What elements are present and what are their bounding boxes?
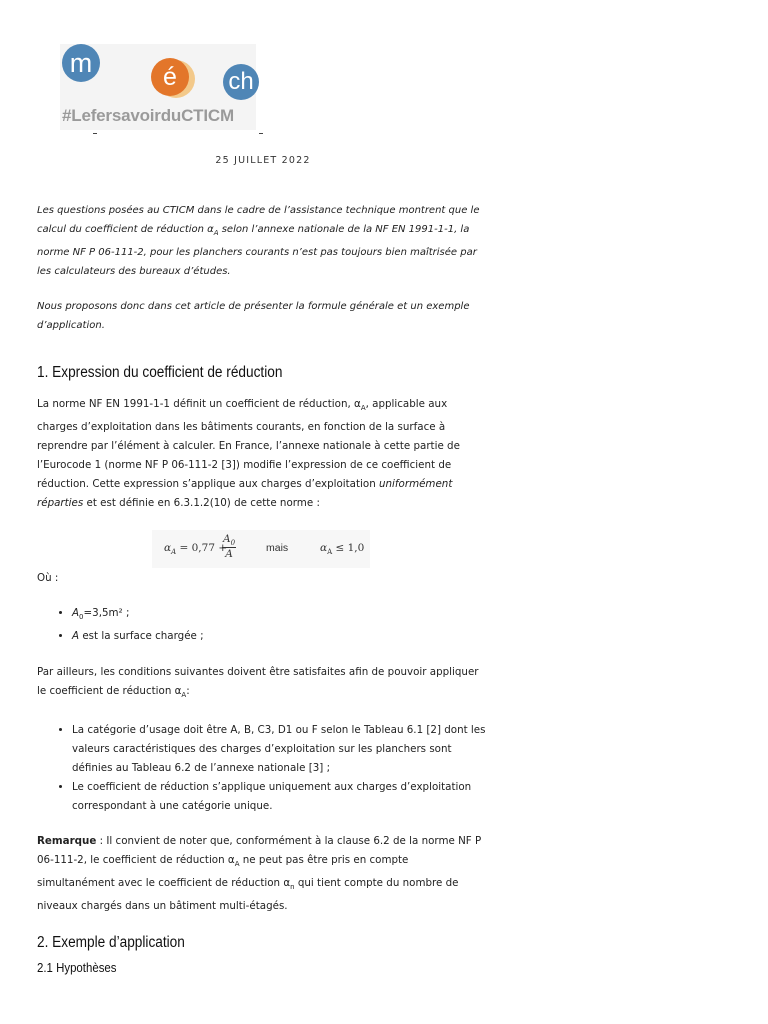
- list-item: • Le coefficient de réduction s’applique uniquement aux charges d’exploitation correspondant à une catégorie unique.: [72, 778, 489, 816]
- remark-paragraph: Remarque : Il convient de noter que, conformément à la clause 6.2 de la norme NF P 06-111-2, le coefficient de réduction $\alpha_A$ ne peut pas être pris en compte simultanément avec le coefficient de réduction $\alpha_n$ qui tient compte du nombre de niveaux chargés dans un bâtiment multi-étagés.: [37, 835, 482, 913]
- logo-ch-circle: ch: [223, 64, 259, 100]
- section-1-paragraph: La norme NF EN 1991-1-1 définit un coefficient de réduction, $\alpha_A$, applicable aux charges d’exploitation dans les bâtiments courants, en fonction de la surface à reprendre par l’élément à calculer. En France, l’annexe nationale à cette partie de l’Eurocode 1 (norme NF P 06-111-2 [3]) modifie l’expression de ce coefficient de réduction. Cette expression s’applique aux charges d’exploitation uniformément réparties et est définie en 6.3.1.2(10) de cette norme :: [37, 398, 460, 510]
- section-2-1-heading: 2.1 Hypothèses: [37, 960, 117, 975]
- divider-mark-left: [93, 133, 97, 134]
- section-1: [37, 364, 489, 513]
- conditions-intro: Par ailleurs, les conditions suivantes doivent être satisfaites afin de pouvoir appliquer le coefficient de réduction $\alpha_A$:: [37, 666, 479, 700]
- list-item: • $A_0=3,5m^2$ ;: [72, 604, 489, 627]
- list-item: • A est la surface chargée ;: [72, 627, 489, 646]
- formula-mais: mais: [266, 542, 289, 554]
- logo-e-circle: é: [151, 58, 189, 96]
- formula-fraction: [222, 533, 236, 560]
- conditions-list: [37, 721, 489, 816]
- logo-hashtag: #LefersavoirduCTICM: [62, 106, 234, 125]
- list-item: • La catégorie d’usage doit être A, B, C3, D1 ou F selon le Tableau 6.1 [2] dont les valeurs caractéristiques des charges d’exploitation sur les planchers sont définies au Tableau 6.2 de l’annexe nationale [3] ;: [72, 721, 489, 778]
- formula-lhs: $\alpha_A = 0,77$ +: [164, 542, 228, 557]
- definitions-block: [37, 569, 489, 916]
- intro-paragraph-1: Les questions posées au CTICM dans le cadre de l’assistance technique montrent que le calcul du coefficient de réduction $\alpha_A$ selon l’annexe nationale de la NF EN 1991-1-1, la norme NF P 06-111-2, pour les planchers courants n’est pas toujours bien maîtrisée par les calculateurs des bureaux d’études.: [37, 205, 480, 277]
- cticm-logo: [60, 44, 256, 130]
- divider-mark-right: [259, 133, 263, 134]
- section-2: [37, 934, 489, 975]
- formula-denominator: A: [225, 548, 233, 561]
- reduction-formula: [152, 530, 370, 568]
- formula-numerator: $A_0$: [223, 533, 236, 548]
- logo-m-circle: m: [62, 44, 100, 82]
- publication-date: 25 JUILLET 2022: [215, 155, 311, 166]
- formula-condition: $\alpha_A \le 1,0$: [320, 542, 365, 557]
- section-2-heading: 2. Exemple d’application: [37, 934, 185, 951]
- ou-label: Où :: [37, 572, 59, 584]
- intro-block: [37, 201, 489, 335]
- intro-paragraph-2: Nous proposons donc dans cet article de présenter la formule générale et un exemple d’application.: [37, 301, 470, 331]
- section-1-heading: 1. Expression du coefficient de réduction: [37, 364, 283, 381]
- definitions-list: [37, 604, 489, 646]
